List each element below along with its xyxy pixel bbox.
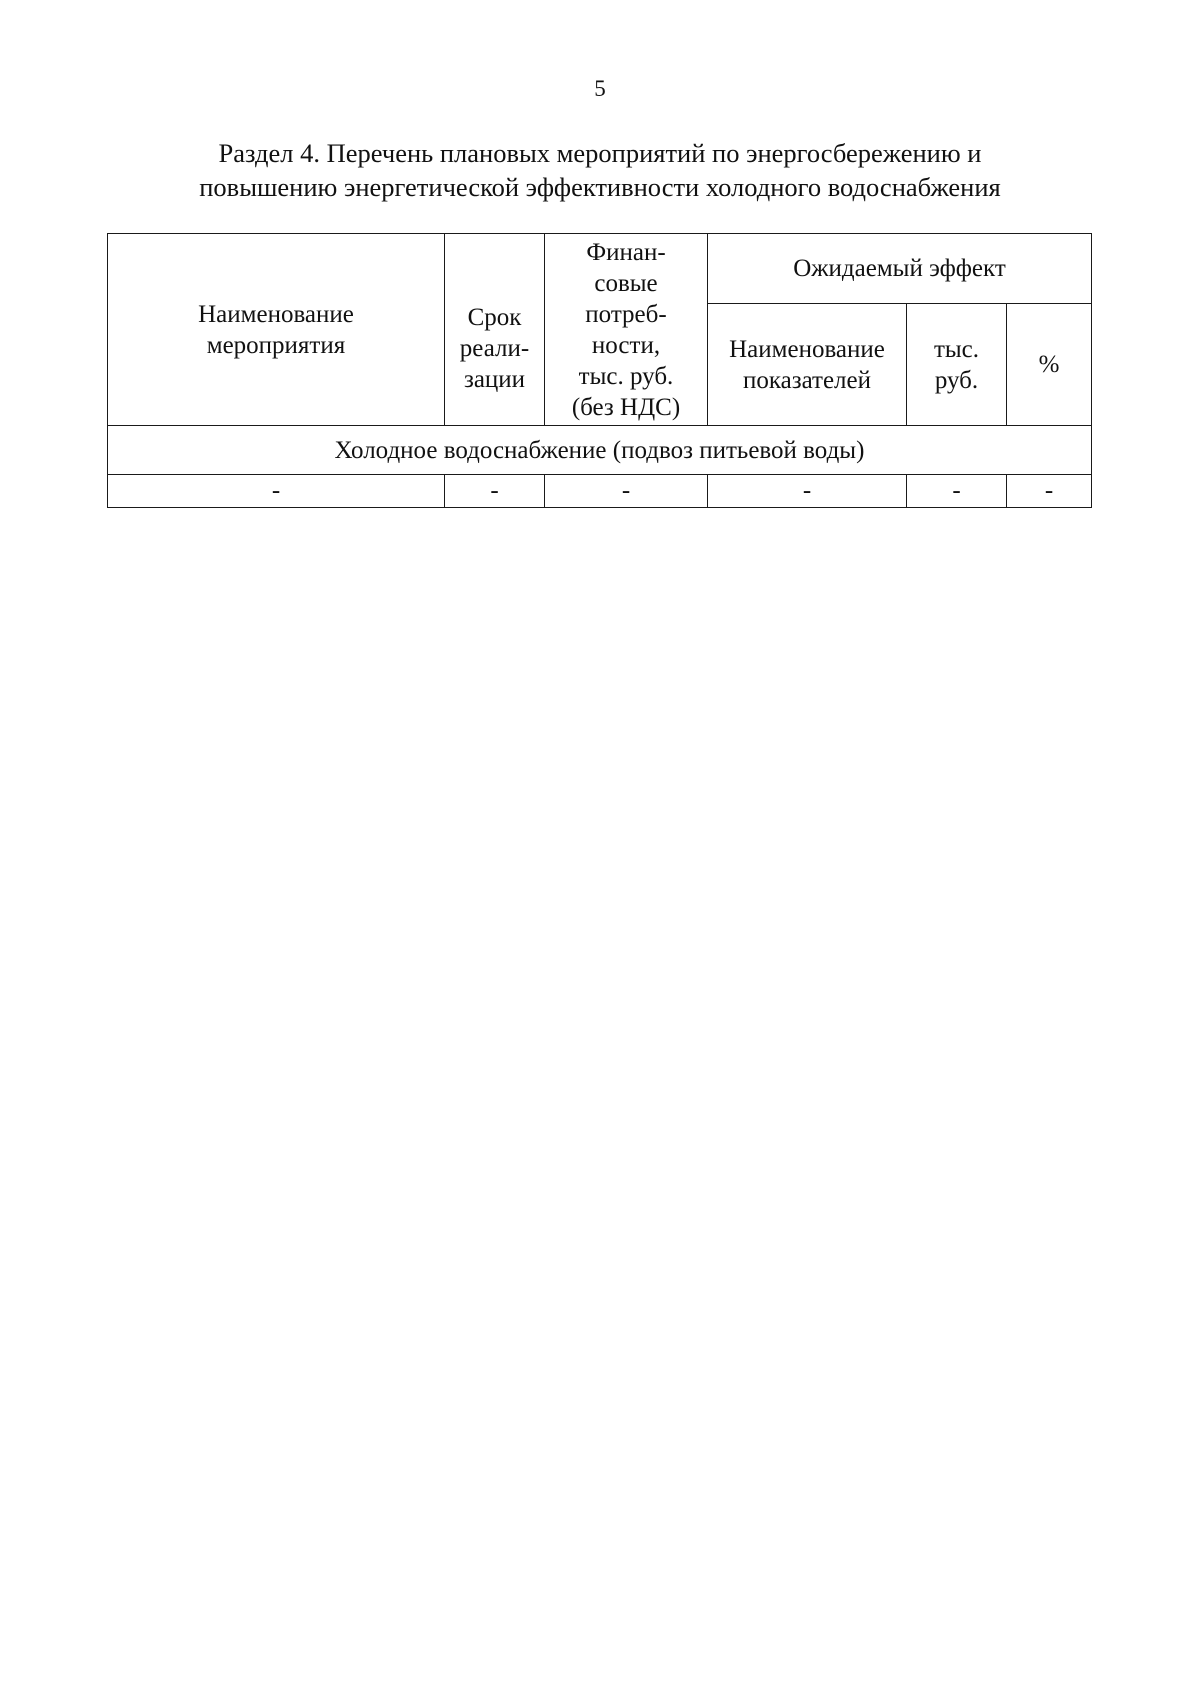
table-cell: - [545,475,708,508]
header-effect-percent: % [1007,304,1092,426]
table-section-row [108,426,1092,475]
section-title-line-2: повышению энергетической эффективности холодного водоснабжения [199,172,1001,202]
header-effect-thousand-rub: тыс. руб. [907,304,1007,426]
table-cell: - [907,475,1007,508]
header-measure-name: Наименование мероприятия [108,234,445,426]
section-title-line-1: Раздел 4. Перечень плановых мероприятий по энергосбережению и [218,138,982,168]
table-row [108,475,1092,508]
header-expected-effect: Ожидаемый эффект [708,234,1092,304]
table-cell: - [108,475,445,508]
section-title [100,136,1100,204]
header-financial-needs: Финан- совые потреб- ности, тыс. руб. (без НДС) [545,234,708,426]
table-header-row-1 [108,234,1092,304]
header-indicator-name: Наименование показателей [708,304,907,426]
measures-table [107,233,1092,508]
header-implementation-term: Срок реали- зации [445,234,545,426]
page-number: 5 [594,76,606,101]
table-cell: - [445,475,545,508]
table-cell: - [708,475,907,508]
section-row-label: Холодное водоснабжение (подвоз питьевой воды) [108,426,1092,475]
table-cell: - [1007,475,1092,508]
